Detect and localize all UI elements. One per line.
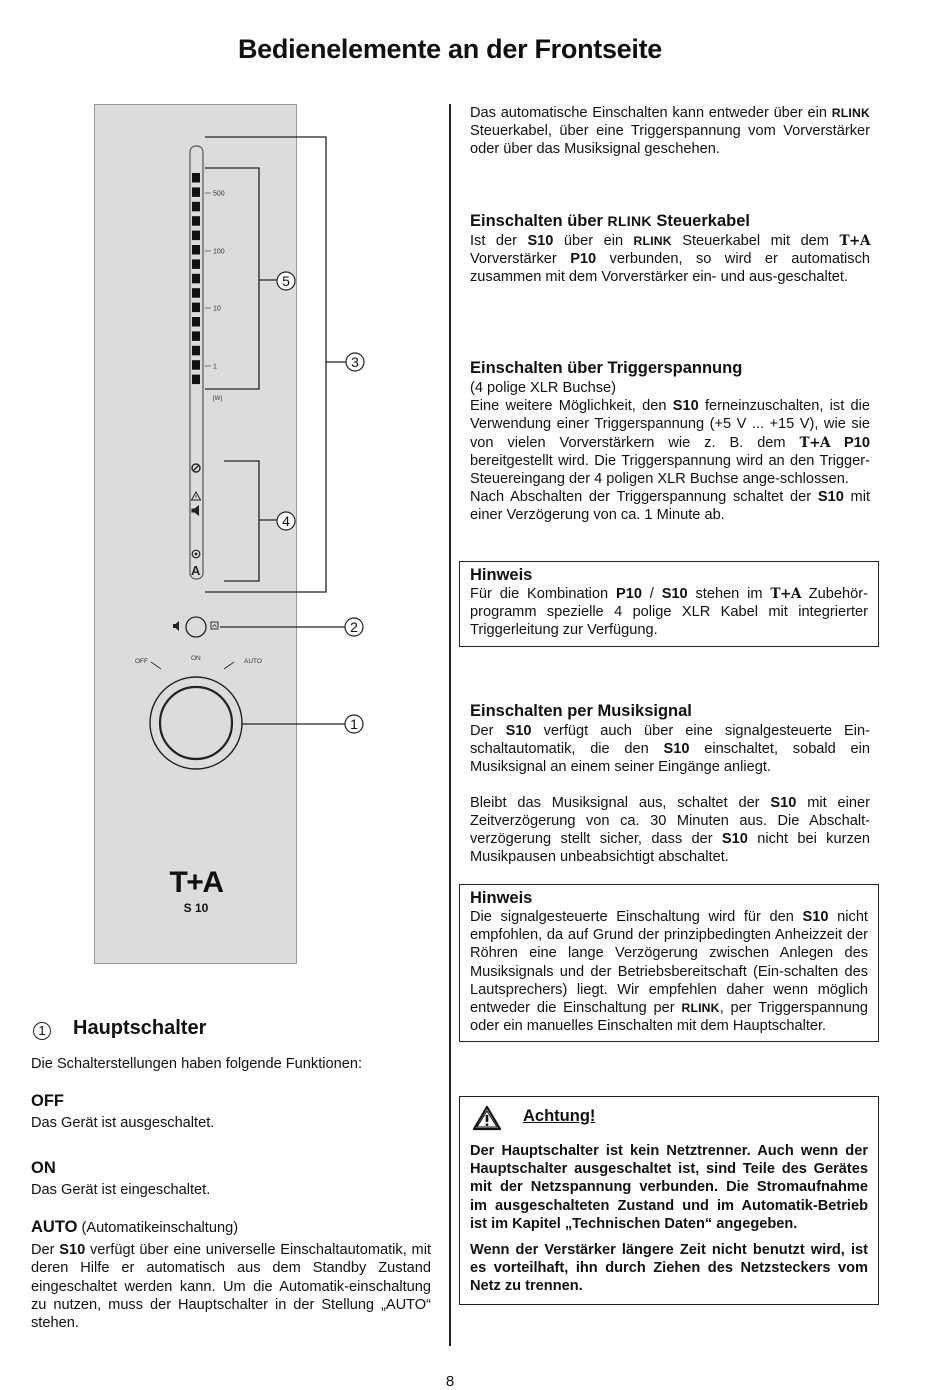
switch-label-off: OFF	[135, 658, 148, 665]
warning-text-1: Der Hauptschalter ist kein Netztrenner. Auch wenn der Hauptschalter ausgeschaltet ist, sind Teile des Gerätes mit der Netzspannung verbunden. Die Stromaufnahme im ausgeschalteten Zustand und im Automatik-Betrieb ist im Kapitel „Technischen Daten“ angegeben.	[470, 1143, 868, 1232]
led-segment	[192, 187, 200, 197]
auto-heading	[31, 1218, 431, 1237]
warning-text-2: Wenn der Verstärker längere Zeit nicht benutzt wird, ist es vorteilhaft, ihn durch Ziehen des Netzsteckers vom Netz zu trennen.	[470, 1242, 868, 1295]
trigger-subheading: (4 polige XLR Buchse)	[470, 380, 617, 396]
intro-paragraph: Das automatische Einschalten kann entweder über ein RLINK Steuerkabel, über eine Triggerspannung vom Vorverstärker oder über das Musiksignal geschehen.	[470, 105, 870, 158]
brand-logo: T+A	[169, 866, 223, 899]
on-label: ON	[31, 1158, 56, 1177]
switch-label-on: ON	[191, 655, 201, 662]
warning-triangle-icon	[472, 1105, 502, 1131]
warning-box	[459, 1096, 879, 1305]
rlink-text: Ist der S10 über ein RLINK Steuerkabel mit dem T+A Vorverstärker P10 verbunden, so wird er automatisch zusammen mit dem Vorverstärker ein- und aus-geschaltet.	[470, 233, 870, 286]
callout-1: 1	[350, 716, 358, 732]
auto-sublabel: (Automatikeinschaltung)	[77, 1220, 239, 1237]
scale-label-1: 1	[213, 363, 217, 371]
column-divider	[449, 104, 451, 1346]
off-label: OFF	[31, 1092, 64, 1111]
callout-2: 2	[350, 619, 358, 635]
led-segment	[192, 346, 200, 356]
on-text: Das Gerät ist eingeschaltet.	[31, 1181, 211, 1198]
scale-label-10: 10	[213, 305, 221, 313]
led-segment	[192, 202, 200, 212]
standby-icon	[192, 464, 200, 472]
callout-5: 5	[282, 273, 290, 289]
warning-heading: Achtung!	[523, 1107, 596, 1125]
led-segment	[192, 259, 200, 269]
main-switch-section	[31, 1019, 431, 1332]
hinweis-box-1: Hinweis Für die Kombination P10 / S10 stehen im T+A Zubehör-programm spezielle 4 polige XLR Kabel mit integrierter Triggerleitung zur Verfügung.	[459, 561, 879, 647]
trigger-heading: Einschalten über Triggerspannung	[470, 359, 743, 377]
unit-label: [W]	[213, 396, 222, 402]
callout-3: 3	[351, 354, 359, 370]
trigger-text-2: Nach Abschalten der Triggerspannung schaltet der S10 mit einer Verzögerung von ca. 1 Minute ab.	[470, 489, 870, 524]
main-switch-intro: Die Schalterstellungen haben folgende Funktionen:	[31, 1056, 363, 1072]
status-indicators	[191, 464, 201, 578]
led-segment	[192, 303, 200, 313]
rlink-heading: Einschalten über RLINK Steuerkabel	[470, 212, 750, 230]
led-segment	[192, 274, 200, 284]
device-diagram	[0, 0, 440, 980]
hinweis-box-2: Hinweis Die signalgesteuerte Einschaltung wird für den S10 nicht empfohlen, da auf Grund der prinzipbedingten Anheizzeit der Röhren eine lange Verzögerung zwischen Anlegen des Musiksignals und der Betriebsbereitschaft (Ein-schalten des Lautsprechers) liegt. Wir empfehlen daher wenn möglich entweder die Einschaltung per RLINK, per Triggerspannung oder ein manuelles Einschalten mit dem Hauptschalter.	[459, 884, 879, 1042]
led-segment	[192, 173, 200, 183]
main-switch-heading: Hauptschalter	[73, 1017, 207, 1039]
section-number-badge: 1	[33, 1022, 51, 1040]
trigger-text: Eine weitere Möglichkeit, den S10 ferneinzuschalten, ist die Verwendung einer Triggerspannung (+5 V ... +15 V), wie sie von vielen Vorverstärkern wie z. B. dem T+A P10 bereitgestellt wird. Die Triggerspannung wird an den Trigger-Steuereingang der 4 poligen XLR Buchse ange-schlossen.	[470, 398, 870, 488]
auto-label: AUTO	[31, 1218, 78, 1237]
mute-button[interactable]	[173, 617, 218, 637]
led-segment	[192, 331, 200, 341]
auto-a-icon: A	[191, 563, 201, 578]
led-segment	[192, 245, 200, 255]
led-segment	[192, 317, 200, 327]
music-heading: Einschalten per Musiksignal	[470, 702, 692, 720]
auto-text: Der S10 verfügt über eine universelle Einschaltautomatik, mit deren Hilfe er automatisch aus dem Standby Zustand eingeschaltet werden kann. Um die Automatik-einschaltung zu nutzen, muss der Hauptschalter in der Stellung „AUTO“ stehen.	[31, 1242, 431, 1332]
hinweis-heading: Hinweis	[470, 566, 533, 584]
switch-label-auto: AUTO	[244, 658, 262, 665]
main-switch-knob[interactable]	[150, 677, 242, 769]
model-label: S 10	[183, 901, 209, 915]
led-segment	[192, 360, 200, 370]
led-meter	[192, 173, 200, 384]
led-segment	[192, 216, 200, 226]
off-text: Das Gerät ist ausgeschaltet.	[31, 1115, 215, 1132]
hinweis-heading: Hinweis	[470, 889, 533, 907]
speaker-icon	[192, 505, 200, 516]
warning-icon	[192, 492, 201, 500]
callout-4: 4	[282, 513, 290, 529]
page-number: 8	[445, 1373, 455, 1390]
page-title: Bedienelemente an der Frontseite	[237, 34, 663, 64]
music-section: Einschalten per Musiksignal Der S10 verfügt auch über eine signalgesteuerte Ein-schaltautomatik, die den S10 einschaltet, sobald ein Musiksignal an einem seiner Eingänge anliegt. Bleibt das Musiksignal aus, schaltet der S10 mit einer Zeitverzögerung von ca. 30 Minuten aus. Die Abschalt-verzögerung stellt sicher, dass der S10 nicht bei kurzen Musikpausen unbeabsichtigt abschaltet.	[470, 702, 870, 866]
led-segment	[192, 231, 200, 241]
scale-label-100: 100	[213, 248, 225, 256]
led-segment	[192, 288, 200, 298]
trigger-section	[470, 359, 870, 525]
led-segment	[192, 375, 200, 385]
signal-icon	[192, 550, 200, 558]
scale-label-500: 500	[213, 190, 225, 198]
rlink-section	[470, 212, 870, 287]
